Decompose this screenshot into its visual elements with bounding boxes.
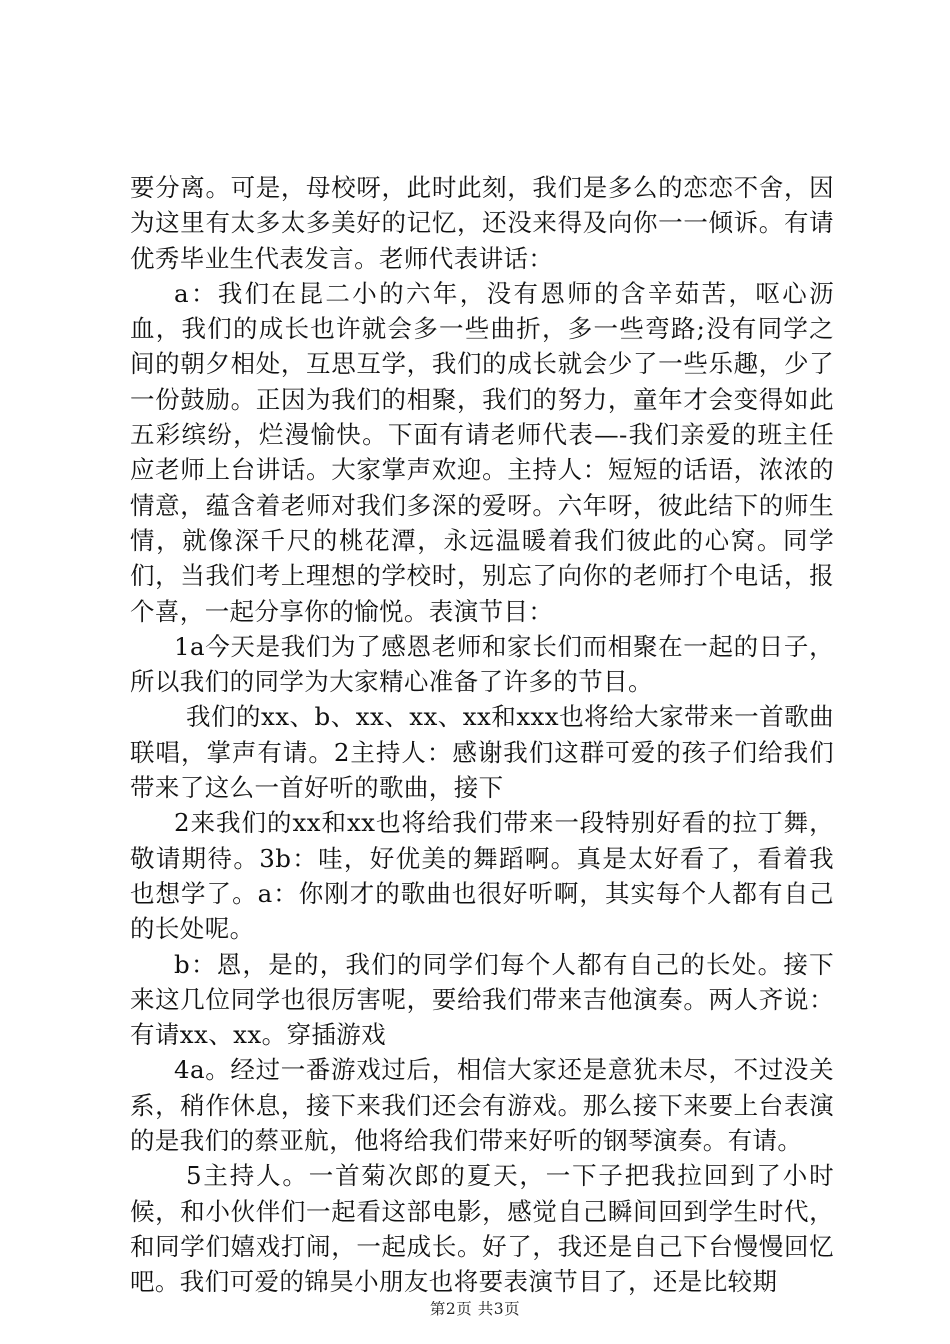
paragraph-7: 4a。经过一番游戏过后，相信大家还是意犹未尽，不过没关系，稍作休息，接下来我们还会有游戏。那么接下来要上台表演的是我们的蔡亚航，他将给我们带来好听的钢琴演奏。有请。 [130,1055,834,1156]
paragraph-2: a：我们在昆二小的六年，没有恩师的含辛茹苦，呕心沥血，我们的成长也许就会多一些曲折，多一些弯路;没有同学之间的朝夕相处，互思互学，我们的成长就会少了一些乐趣，少了一份鼓励。正因为我们的相聚，我们的努力，童年才会变得如此五彩缤纷，烂漫愉快。下面有请老师代表—-我们亲爱的班主任应老师上台讲话。大家掌声欢迎。主持人：短短的话语，浓浓的情意，蕴含着老师对我们多深的爱呀。六年呀，彼此结下的师生情，就像深千尺的桃花潭，永远温暖着我们彼此的心窝。同学们，当我们考上理想的学校时，别忘了向你的老师打个电话，报个喜，一起分享你的愉悦。表演节目： [130,278,834,626]
paragraph-4: 我们的xx、b、xx、xx、xx和xxx也将给大家带来一首歌曲联唱，掌声有请。2主持人：感谢我们这群可爱的孩子们给我们带来了这么一首好听的歌曲，接下 [130,702,834,803]
page-number-footer: 第2页 共3页 [429,1300,521,1318]
paragraph-1: 要分离。可是，母校呀，此时此刻，我们是多么的恋恋不舍，因为这里有太多太多美好的记忆，还没来得及向你一一倾诉。有请优秀毕业生代表发言。老师代表讲话： [130,173,834,273]
paragraph-6: b：恩，是的，我们的同学们每个人都有自己的长处。接下来这几位同学也很厉害呢，要给我们带来吉他演奏。两人齐说：有请xx、xx。穿插游戏 [130,949,834,1050]
paragraph-3: 1a今天是我们为了感恩老师和家长们而相聚在一起的日子，所以我们的同学为大家精心准备了许多的节目。 [130,631,834,697]
paragraph-8: 5主持人。一首菊次郎的夏天，一下子把我拉回到了小时候，和小伙伴们一起看这部电影，感觉自己瞬间回到学生时代，和同学们嬉戏打闹，一起成长。好了，我还是自己下台慢慢回忆吧。我们可爱的锦昊小朋友也将要表演节目了，还是比较期 [130,1161,834,1297]
paragraph-5: 2来我们的xx和xx也将给我们带来一段特别好看的拉丁舞，敬请期待。3b：哇，好优美的舞蹈啊。真是太好看了，看着我也想学了。a：你刚才的歌曲也很好听啊，其实每个人都有自己的长处呢。 [130,808,834,944]
document-body [130,170,834,1300]
